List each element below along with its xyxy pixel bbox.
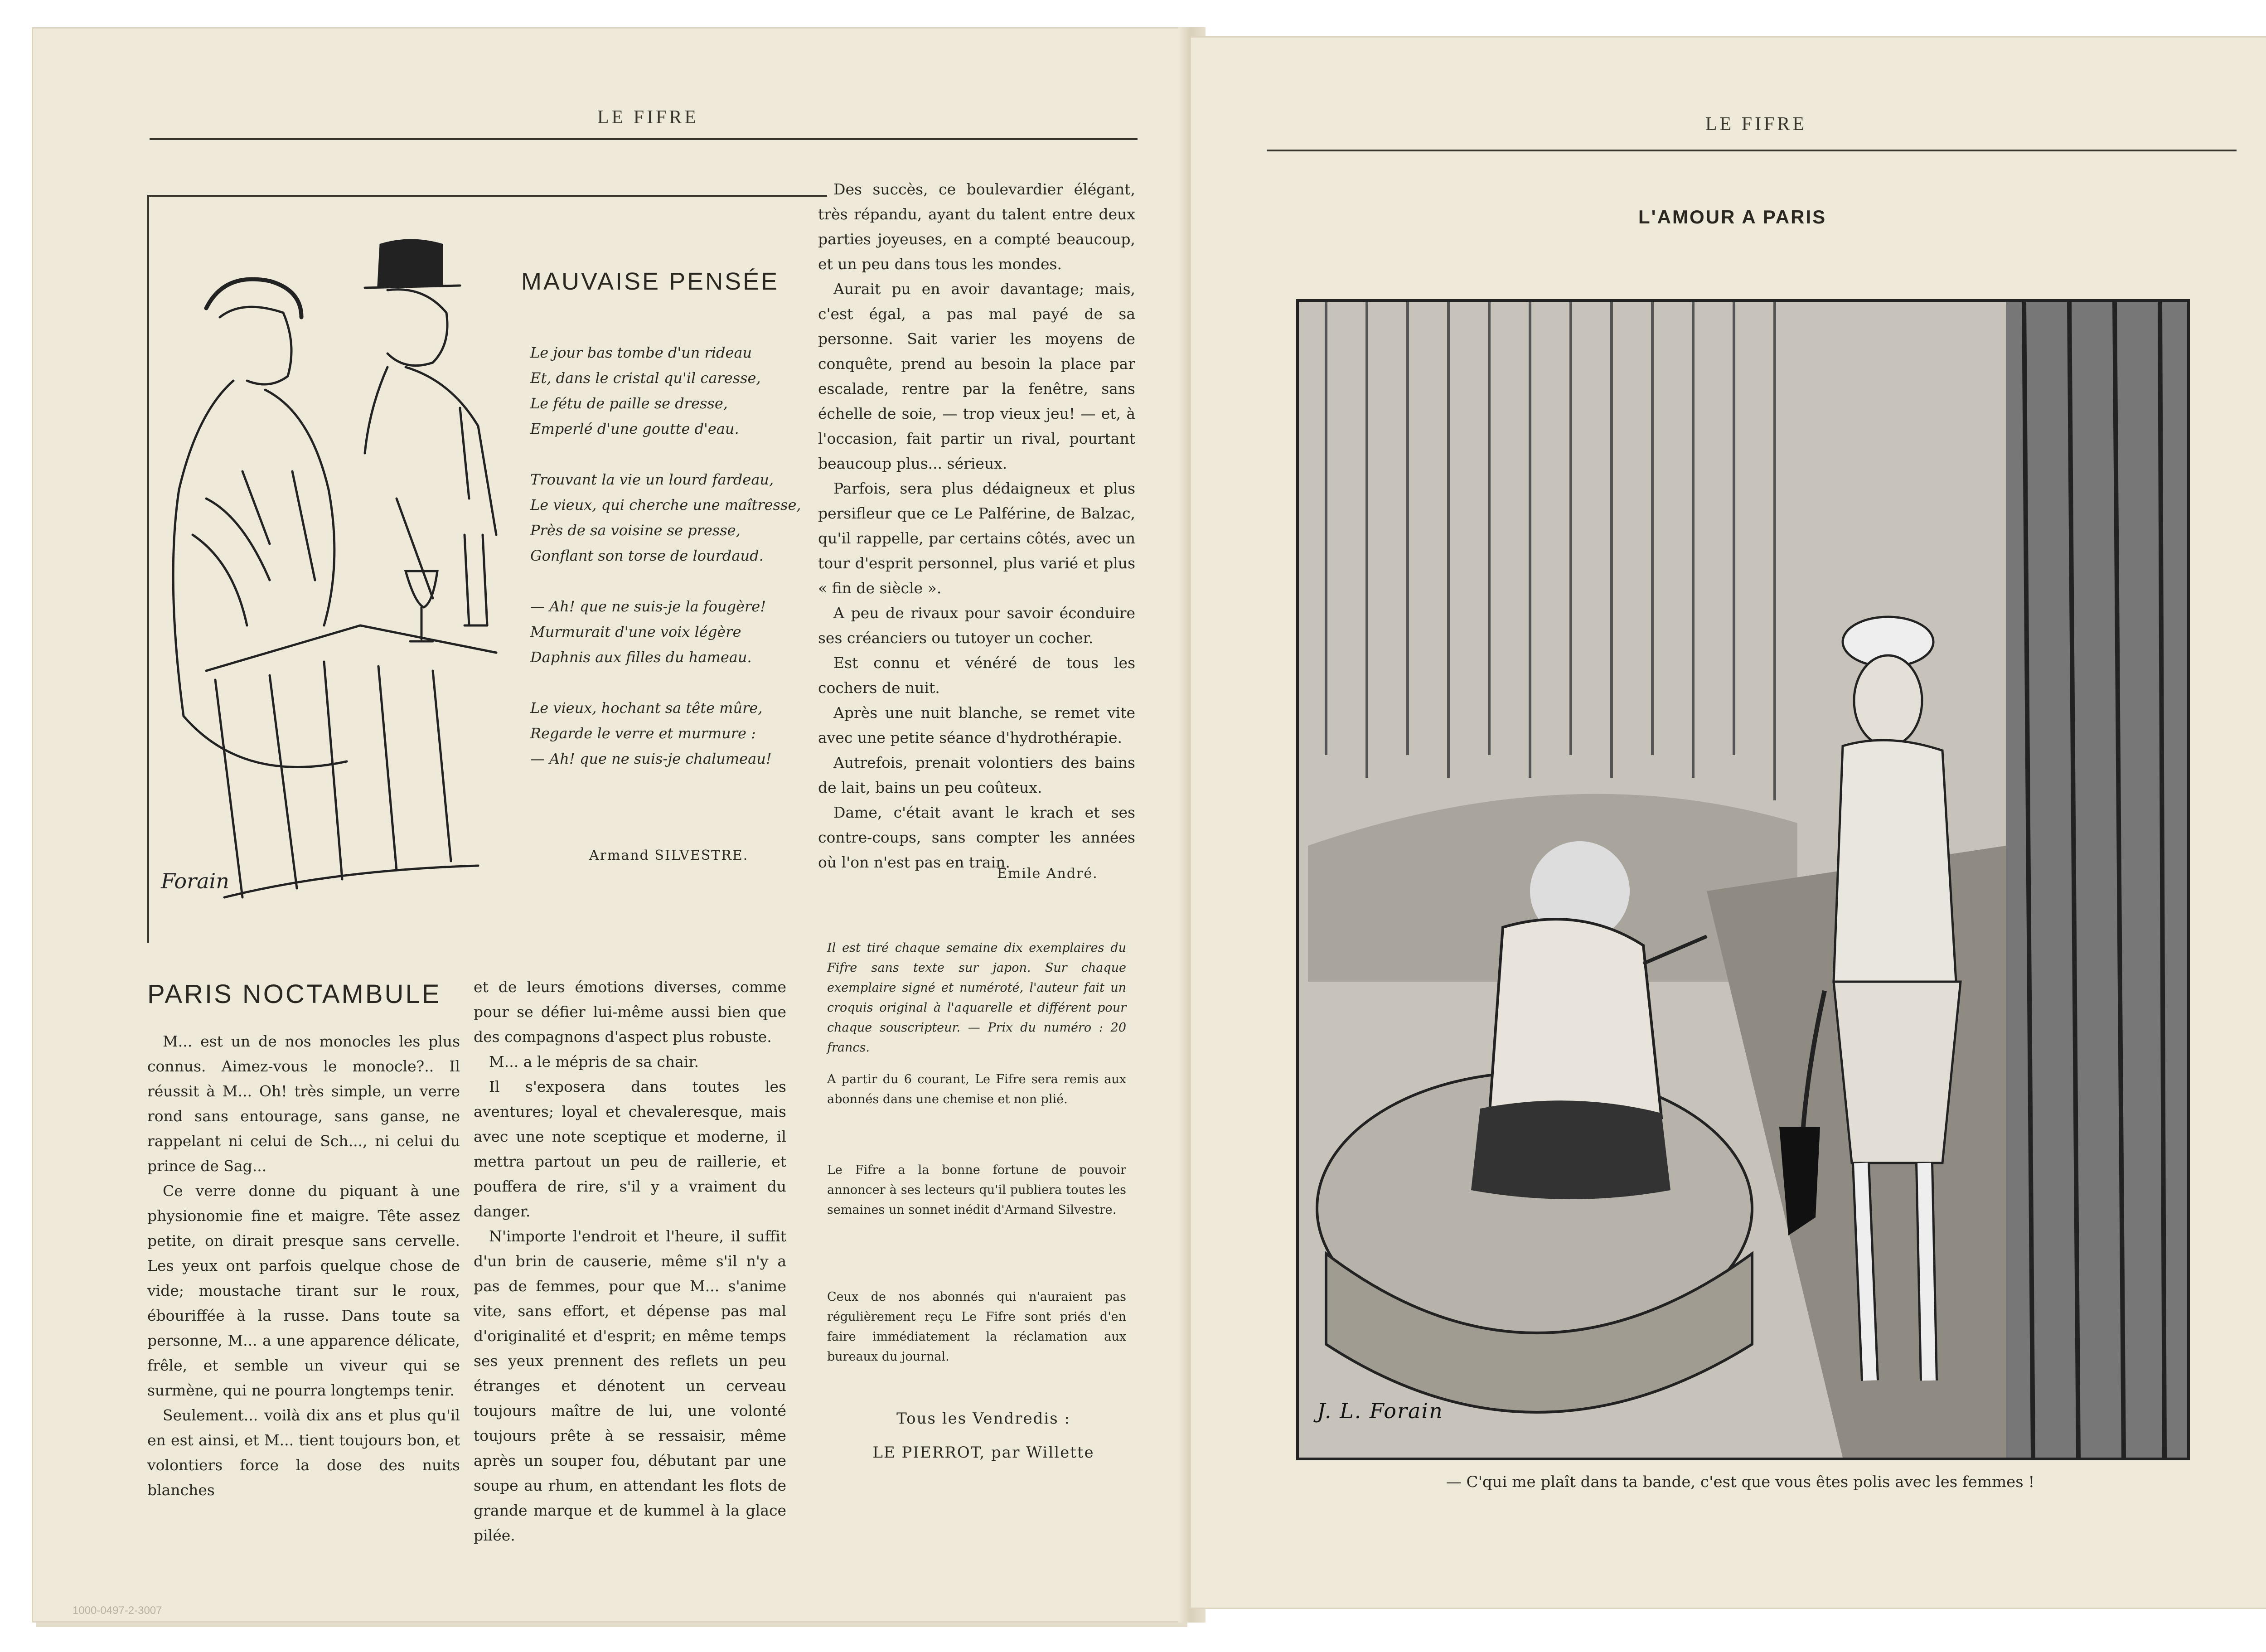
running-head: LE FIFRE: [597, 107, 699, 128]
article-paragraph: Il s'exposera dans toutes les aventures; loyal et chevaleresque, mais avec une note sceptique et moderne, il mettra partout un peu de raillerie, et pouffera de rire, s'il y a vraiment du danger.: [474, 1078, 786, 1220]
header-rule: [1267, 150, 2237, 151]
poem-line: Le jour bas tombe d'un rideau: [530, 344, 752, 361]
announcement-line-2: LE PIERROT, par Willette: [872, 1444, 1094, 1462]
poem-line: Murmurait d'une voix légère: [530, 623, 741, 640]
article-paragraph: Aurait pu en avoir davantage; mais, c'est égal, a pas mal payé de sa personne. Sait varier les moyens de conquête, prend au besoin la place par escalade, rentre par la fenêtre, sans échelle de soie, — trop vieux jeu! — et, à l'occasion, fait partir un rival, pourtant beaucoup plus... sérieux.: [818, 280, 1135, 472]
illustration-top-rule: [147, 195, 827, 197]
notice-sonnet: Le Fifre a la bonne fortune de pouvoir annoncer à ses lecteurs qu'il publiera toutes les semaines un sonnet inédit d'Armand Silvestre.: [827, 1163, 1126, 1217]
poem-line: Daphnis aux filles du hameau.: [530, 649, 752, 666]
poem-line: Près de sa voisine se presse,: [530, 522, 741, 539]
article-column-1: [147, 1029, 460, 1502]
illustration-signature: Forain: [161, 869, 229, 893]
poem: [530, 340, 802, 797]
article-title: PARIS NOCTAMBULE: [147, 979, 441, 1009]
cafe-couple-illustration: [152, 218, 542, 925]
article-author: Emile André.: [997, 866, 1098, 882]
article-paragraph: Autrefois, prenait volontiers des bains de lait, bains un peu coûteux.: [818, 754, 1135, 796]
illustration-caption: — C'qui me plaît dans ta bande, c'est que vous êtes polis avec les femmes !: [1446, 1473, 2035, 1491]
notice-subscribers: Ceux de nos abonnés qui n'auraient pas régulièrement reçu Le Fifre sont priés d'en faire immédiatement la réclamation aux bureaux du journal.: [827, 1290, 1126, 1364]
article-paragraph: M... est un de nos monocles les plus connus. Aimez-vous le monocle?.. Il réussit à M... Oh! très simple, un verre rond sans entourage, sans ganse, ne rappelant ni celui de Sch..., ni celui du prince de Sag...: [147, 1032, 460, 1175]
article-paragraph: Après une nuit blanche, se remet vite avec une petite séance d'hydrothérapie.: [818, 704, 1135, 746]
notice-chemise: A partir du 6 courant, Le Fifre sera remis aux abonnés dans une chemise et non plié.: [827, 1072, 1126, 1106]
announcement-line-1: Tous les Vendredis :: [896, 1410, 1070, 1428]
poem-line: Le vieux, qui cherche une maîtresse,: [530, 496, 801, 514]
left-page: [32, 27, 1190, 1623]
header-rule: [150, 138, 1138, 140]
amour-illustration-drawing: [1299, 302, 2187, 1458]
running-head: LE FIFRE: [1705, 114, 1807, 135]
poem-line: — Ah! que ne suis-je la fougère!: [530, 598, 766, 615]
poem-author: Armand SILVESTRE.: [589, 848, 749, 863]
archive-stamp: 1000-0497-2-3007: [73, 1604, 162, 1617]
right-page-title: L'AMOUR A PARIS: [1638, 206, 1827, 228]
article-paragraph: A peu de rivaux pour savoir éconduire ses créanciers ou tutoyer un cocher.: [818, 604, 1135, 647]
article-paragraph: Des succès, ce boulevardier élégant, très répandu, ayant du talent entre deux parties joyeuses, en a compté beaucoup, et un peu dans tous les mondes.: [818, 180, 1135, 273]
poem-title: MAUVAISE PENSÉE: [521, 268, 780, 295]
poem-line: Le vieux, hochant sa tête mûre,: [530, 699, 763, 717]
poem-line: — Ah! que ne suis-je chalumeau!: [530, 750, 772, 767]
poem-line: Gonflant son torse de lourdaud.: [530, 547, 764, 564]
article-paragraph: Dame, c'était avant le krach et ses contre-coups, sans compter les années où l'on n'est pas en train.: [818, 804, 1135, 871]
poem-stanza: [530, 695, 802, 771]
poem-stanza: [530, 340, 802, 441]
right-page: [1190, 36, 2266, 1609]
article-column-3: [818, 177, 1135, 875]
article-paragraph: N'importe l'endroit et l'heure, il suffit d'un brin de causerie, même s'il n'y a pas de femmes, pour que M... s'anime vite, sans effort, et dépense pas mal d'originalité et d'esprit; en même temps ses yeux prennent des reflets un peu étranges et dénotent un cerveau toujours maître de lui, une volonté toujours prête à se ressaisir, même après un souper fou, débutant par une soupe au rhum, en attendant les flots de grande marque et de kummel à la glace pilée.: [474, 1227, 786, 1544]
poem-line: Et, dans le cristal qu'il caresse,: [530, 369, 761, 387]
poem-line: Trouvant la vie un lourd fardeau,: [530, 471, 774, 488]
poem-stanza: [530, 594, 802, 670]
article-paragraph: et de leurs émotions diverses, comme pour se défier lui-même aussi bien que des compagnons d'aspect plus robuste.: [474, 978, 786, 1046]
poem-line: Emperlé d'une goutte d'eau.: [530, 420, 739, 437]
article-paragraph: Est connu et vénéré de tous les cochers de nuit.: [818, 654, 1135, 697]
poem-stanza: [530, 467, 802, 568]
article-paragraph: Ce verre donne du piquant à une physionomie fine et maigre. Tête assez petite, on dirait presque sans cervelle. Les yeux ont parfois quelque chose de vide; moustache tirant sur le roux, ébouriffée à la russe. Dans toute sa personne, M... a une apparence délicate, frêle, et semble un viveur qui se surmène, qui ne pourra longtemps tenir.: [147, 1182, 460, 1399]
poem-line: Le fétu de paille se dresse,: [530, 395, 728, 412]
illustration-signature: J. L. Forain: [1317, 1399, 1443, 1423]
poem-line: Regarde le verre et murmure :: [530, 725, 756, 742]
article-paragraph: Seulement... voilà dix ans et plus qu'il en est ainsi, et M... tient toujours bon, et volontiers force la dose des nuits blanches: [147, 1406, 460, 1499]
illustration-left-rule: [147, 195, 149, 943]
amour-illustration: [1296, 299, 2190, 1460]
article-column-2: [474, 974, 786, 1548]
notice-japon: Il est tiré chaque semaine dix exemplaires du Fifre sans texte sur japon. Sur chaque exemplaire signé et numéroté, l'auteur fait un croquis original à l'aquarelle et différent pour chaque souscripteur. — Prix du numéro : 20 francs.: [827, 941, 1126, 1055]
article-paragraph: M... a le mépris de sa chair.: [489, 1053, 699, 1071]
article-paragraph: Parfois, sera plus dédaigneux et plus persifleur que ce Le Palférine, de Balzac, qu'il rappelle, par certains côtés, avec un tour d'esprit personnel, plus varié et plus « fin de siècle ».: [818, 480, 1135, 597]
